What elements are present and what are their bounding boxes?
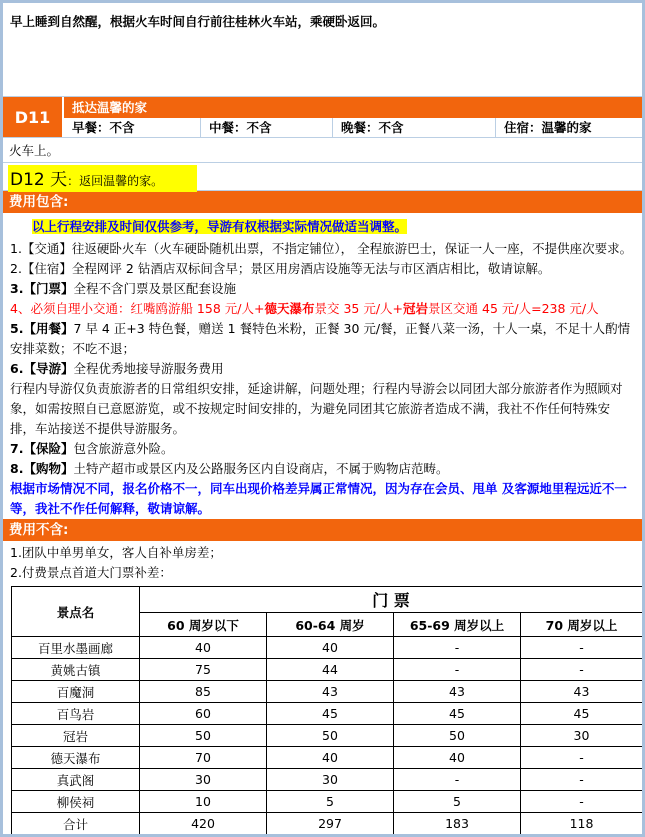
ticket-price: 40 [140,637,267,659]
day11-meal-row [64,118,642,137]
ticket-price: 43 [394,681,521,703]
ticket-price: 118 [521,813,643,835]
fee-included-lines [10,239,634,519]
fee-included-line: 根据市场情况不同，报名价格不一，同车出现价格差异属正常情况，因为存在会员、甩单 及客源地里程远近不一等，我社不作任何解释，敬请谅解。 [10,481,627,516]
ticket-price: 45 [267,703,394,725]
day11-row [3,97,642,138]
fee-included-line: 8.【购物】土特产超市或景区内及公路服务区内自设商店，不属于购物店范畴。 [10,461,449,476]
ticket-price: - [521,637,643,659]
fee-excluded-header: 费用不含: [3,519,642,541]
attraction-name: 柳侯祠 [12,791,140,813]
ticket-price: 43 [267,681,394,703]
day12-label: D12 天 [10,170,68,190]
ticket-table-row [12,769,643,791]
day12-separator: ： [67,174,80,188]
ticket-price: - [394,769,521,791]
ticket-price: - [394,659,521,681]
fee-included-line: 行程内导游仅负责旅游者的日常组织安排，延途讲解，问题处理；行程内导游会以同团大部分旅游者作为照顾对象，如需按照自已意愿游览，或不按规定时间安排的，为避免同团其它旅游者造成不满，我社不作任何特殊安排，车站接送不提供导游服务。 [10,381,623,436]
fee-included-line: 6.【导游】全程优秀地接导游服务费用 [10,361,224,376]
ticket-price: - [521,747,643,769]
attraction-name: 真武阁 [12,769,140,791]
ticket-price: 10 [140,791,267,813]
intro-text: 早上睡到自然醒，根据火车时间自行前往桂林火车站，乘硬卧返回。 [3,3,642,97]
ticket-price: 30 [521,725,643,747]
fee-excluded-item-tickets: 2.付费景点首道大门票补差： [10,565,172,580]
ticket-table-row [12,681,643,703]
ticket-price: 30 [140,769,267,791]
ticket-table-title: 门 票 [140,587,643,613]
attraction-name: 黄姚古镇 [12,659,140,681]
age-column-header: 60 周岁以下 [140,613,267,637]
ticket-table-body [12,637,643,835]
day11-main [64,97,642,137]
ticket-table-row [12,791,643,813]
age-column-header: 70 周岁以上 [521,613,643,637]
ticket-price: 40 [267,637,394,659]
ticket-price: - [394,637,521,659]
ticket-price: 297 [267,813,394,835]
attraction-name: 德天瀑布 [12,747,140,769]
fee-included-line: 1.【交通】往返硬卧火车（火车硬卧随机出票，不指定铺位）， 全程旅游巴士，保证一人一座，不提供座次要求。 [10,241,633,256]
ticket-table-row [12,747,643,769]
ticket-table-row [12,725,643,747]
ticket-price: 420 [140,813,267,835]
meal-lunch: 中餐：不含 [201,118,333,137]
ticket-price: 44 [267,659,394,681]
schedule-notice: 以上行程安排及时间仅供参考，导游有权根据实际情况做适当调整。 [32,219,408,234]
day11-title: 抵达温馨的家 [64,97,642,118]
ticket-price: 30 [267,769,394,791]
fee-included-header: 费用包含: [3,191,642,213]
ticket-price: - [521,769,643,791]
ticket-price-table [11,586,643,835]
day11-code: D11 [3,97,64,137]
ticket-price: 60 [140,703,267,725]
attraction-name: 冠岩 [12,725,140,747]
fee-included-line: 5.【用餐】7 早 4 正+3 特色餐，赠送 1 餐特色米粉，正餐 30 元/餐，正餐八菜一汤，十人一桌，不足十人酌情安排菜数；不吃不退； [10,321,631,356]
ticket-price: 40 [394,747,521,769]
ticket-price: 45 [394,703,521,725]
ticket-price: 5 [394,791,521,813]
meal-breakfast: 早餐：不含 [64,118,201,137]
ticket-price: - [521,659,643,681]
ticket-table-title-row [12,587,643,613]
attraction-name: 百鸟岩 [12,703,140,725]
fee-excluded-item-single-room: 1.团队中单男单女，客人自补单房差； [10,545,222,560]
attraction-name: 百里水墨画廊 [12,637,140,659]
ticket-price: 45 [521,703,643,725]
attraction-name: 百魔洞 [12,681,140,703]
ticket-price: - [521,791,643,813]
schedule-notice-line [10,217,634,237]
ticket-price: 43 [521,681,643,703]
fee-excluded-body [3,541,642,835]
ticket-price: 75 [140,659,267,681]
meal-dinner: 晚餐：不含 [333,118,496,137]
ticket-table-row [12,659,643,681]
ticket-price: 50 [394,725,521,747]
fee-included-line: 7.【保险】包含旅游意外险。 [10,441,174,456]
meal-lodging: 住宿：温馨的家 [504,120,592,135]
ticket-table-row [12,703,643,725]
age-column-header: 60-64 周岁 [267,613,394,637]
ticket-price: 50 [140,725,267,747]
ticket-table-row [12,813,643,835]
ticket-price: 5 [267,791,394,813]
ticket-price: 50 [267,725,394,747]
age-column-header: 65-69 周岁以上 [394,613,521,637]
fee-included-line: 3.【门票】全程不含门票及景区配套设施 [10,281,236,296]
fee-included-line: 4、必须自理小交通：红嘴鸥游船 158 元/人+德天瀑布景交 35 元/人+冠岩景区交通 45 元/人=238 元/人 [10,301,599,316]
ticket-table-corner: 景点名 [12,587,140,637]
ticket-price: 70 [140,747,267,769]
ticket-price: 40 [267,747,394,769]
day12-highlight [8,165,197,192]
ticket-price: 85 [140,681,267,703]
fee-included-body [3,213,642,519]
day12-description: 返回温馨的家。 [79,174,164,188]
fee-included-line: 2.【住宿】全程网评 2 钻酒店双标间含早；景区用房酒店设施等无法与市区酒店相比，敬请谅解。 [10,261,551,276]
attraction-name: 合计 [12,813,140,835]
ticket-table-row [12,637,643,659]
day12-row [3,163,642,191]
day11-note: 火车上。 [3,138,642,163]
ticket-price: 183 [394,813,521,835]
